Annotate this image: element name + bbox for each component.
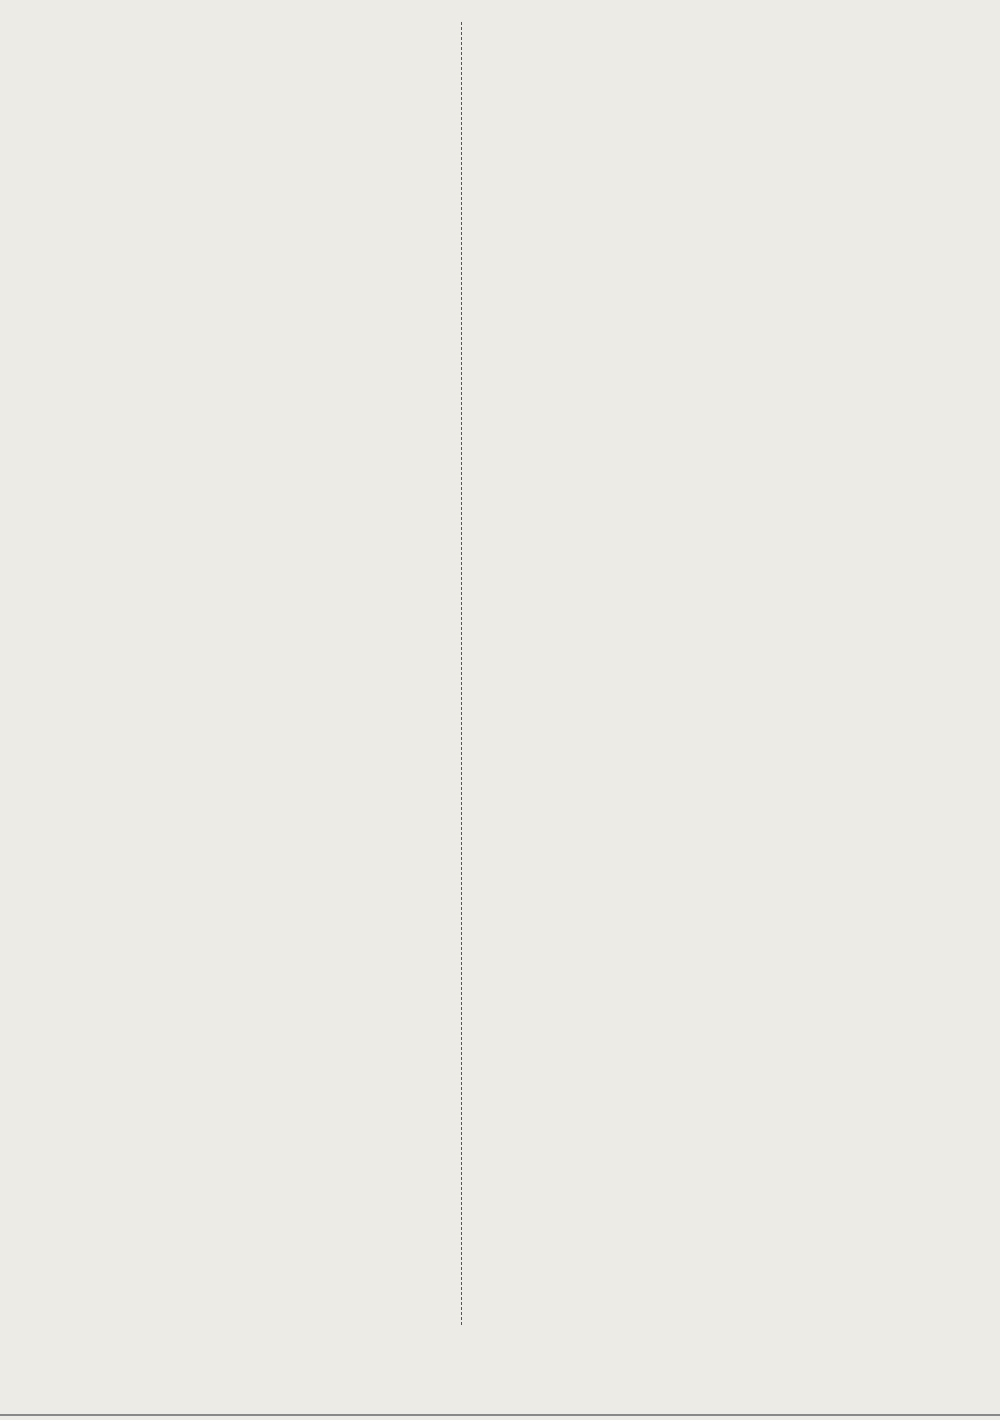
handwritten-stamp	[700, 494, 810, 694]
bottom-rule	[0, 1414, 1000, 1416]
watermark-logo	[892, 1346, 992, 1416]
column-divider	[461, 22, 462, 1325]
